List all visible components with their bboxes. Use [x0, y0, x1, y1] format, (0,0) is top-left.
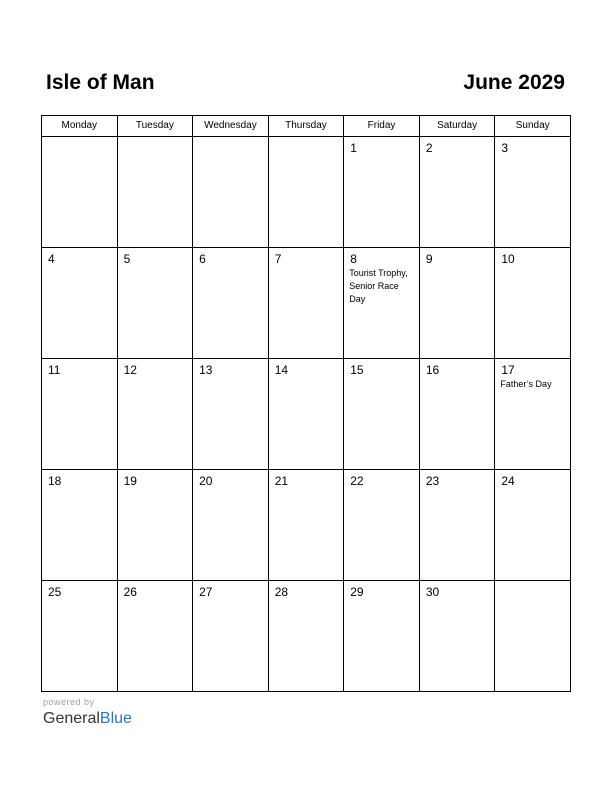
- weekday-header: Monday: [42, 116, 118, 137]
- day-number: 15: [350, 363, 364, 377]
- day-number: 8: [350, 252, 357, 266]
- week-row: [42, 248, 571, 359]
- day-number: 23: [425, 474, 440, 488]
- day-number: 12: [123, 363, 137, 377]
- day-cell: [42, 359, 118, 470]
- day-number: 21: [274, 474, 289, 488]
- day-cell: [268, 137, 344, 248]
- day-cell: [42, 581, 118, 692]
- weekday-header: Wednesday: [193, 116, 269, 137]
- week-row: [42, 137, 571, 248]
- day-cell: [268, 470, 344, 581]
- day-cell: [344, 470, 420, 581]
- day-number: 14: [274, 363, 289, 377]
- powered-by-text: powered by: [43, 697, 95, 707]
- generalblue-logo: [43, 709, 132, 729]
- day-number: 16: [425, 363, 440, 377]
- day-cell: [193, 470, 269, 581]
- day-number: 1: [350, 141, 357, 155]
- day-cell: [42, 137, 118, 248]
- day-cell: [495, 359, 571, 470]
- weekday-header-row: [42, 116, 571, 137]
- day-number: 6: [199, 252, 206, 266]
- day-cell: [495, 137, 571, 248]
- day-cell: [495, 470, 571, 581]
- day-cell: [193, 359, 269, 470]
- day-number: 17: [501, 363, 515, 377]
- day-number: 13: [199, 363, 213, 377]
- weekday-header: Friday: [344, 116, 420, 137]
- day-cell: [193, 248, 269, 359]
- calendar-month-title: June 2029: [463, 71, 565, 94]
- day-number: 2: [425, 141, 433, 155]
- weekday-header: Tuesday: [117, 116, 193, 137]
- day-number: 28: [274, 585, 289, 599]
- day-cell: [495, 248, 571, 359]
- day-number: 25: [48, 585, 62, 599]
- day-number: 10: [501, 252, 515, 266]
- day-cell: [268, 359, 344, 470]
- day-number: 29: [350, 585, 364, 599]
- day-cell: [117, 359, 193, 470]
- day-number: 26: [123, 585, 137, 599]
- day-number: 19: [123, 474, 137, 488]
- day-cell: [419, 581, 495, 692]
- day-cell: [344, 581, 420, 692]
- day-cell: [42, 470, 118, 581]
- day-number: 9: [425, 252, 433, 266]
- day-cell: [117, 581, 193, 692]
- day-cell: [344, 137, 420, 248]
- calendar-grid: [41, 115, 571, 692]
- weekday-header: Thursday: [268, 116, 344, 137]
- logo-general-text: General: [43, 710, 100, 727]
- day-number: 30: [425, 585, 440, 599]
- week-row: [42, 581, 571, 692]
- footer-branding: [43, 697, 132, 729]
- day-cell: [42, 248, 118, 359]
- week-row: [42, 359, 571, 470]
- weekday-header: Sunday: [495, 116, 571, 137]
- day-cell: [344, 248, 420, 359]
- calendar-region-title: Isle of Man: [46, 71, 155, 94]
- day-number: 11: [48, 363, 61, 377]
- weekday-header: Saturday: [419, 116, 495, 137]
- day-number: 18: [48, 474, 62, 488]
- day-cell: [419, 470, 495, 581]
- day-cell: [117, 137, 193, 248]
- day-number: 4: [48, 252, 55, 266]
- day-cell: [419, 248, 495, 359]
- day-cell: [495, 581, 571, 692]
- day-cell: [344, 359, 420, 470]
- day-number: 27: [199, 585, 213, 599]
- day-cell: [419, 137, 495, 248]
- day-number: 24: [501, 474, 515, 488]
- day-cell: [419, 359, 495, 470]
- day-cell: [193, 137, 269, 248]
- day-number: 20: [199, 474, 213, 488]
- day-number: 3: [501, 141, 509, 155]
- holiday-label: Tourist Trophy, Senior Race Day: [349, 268, 408, 304]
- day-cell: [268, 248, 344, 359]
- holiday-label: Father’s Day: [500, 379, 552, 389]
- day-number: 5: [123, 252, 131, 266]
- day-cell: [193, 581, 269, 692]
- day-cell: [268, 581, 344, 692]
- logo-blue-text: Blue: [99, 710, 132, 727]
- week-row: [42, 470, 571, 581]
- day-number: 22: [350, 474, 364, 488]
- day-cell: [117, 248, 193, 359]
- day-cell: [117, 470, 193, 581]
- day-number: 7: [274, 252, 282, 266]
